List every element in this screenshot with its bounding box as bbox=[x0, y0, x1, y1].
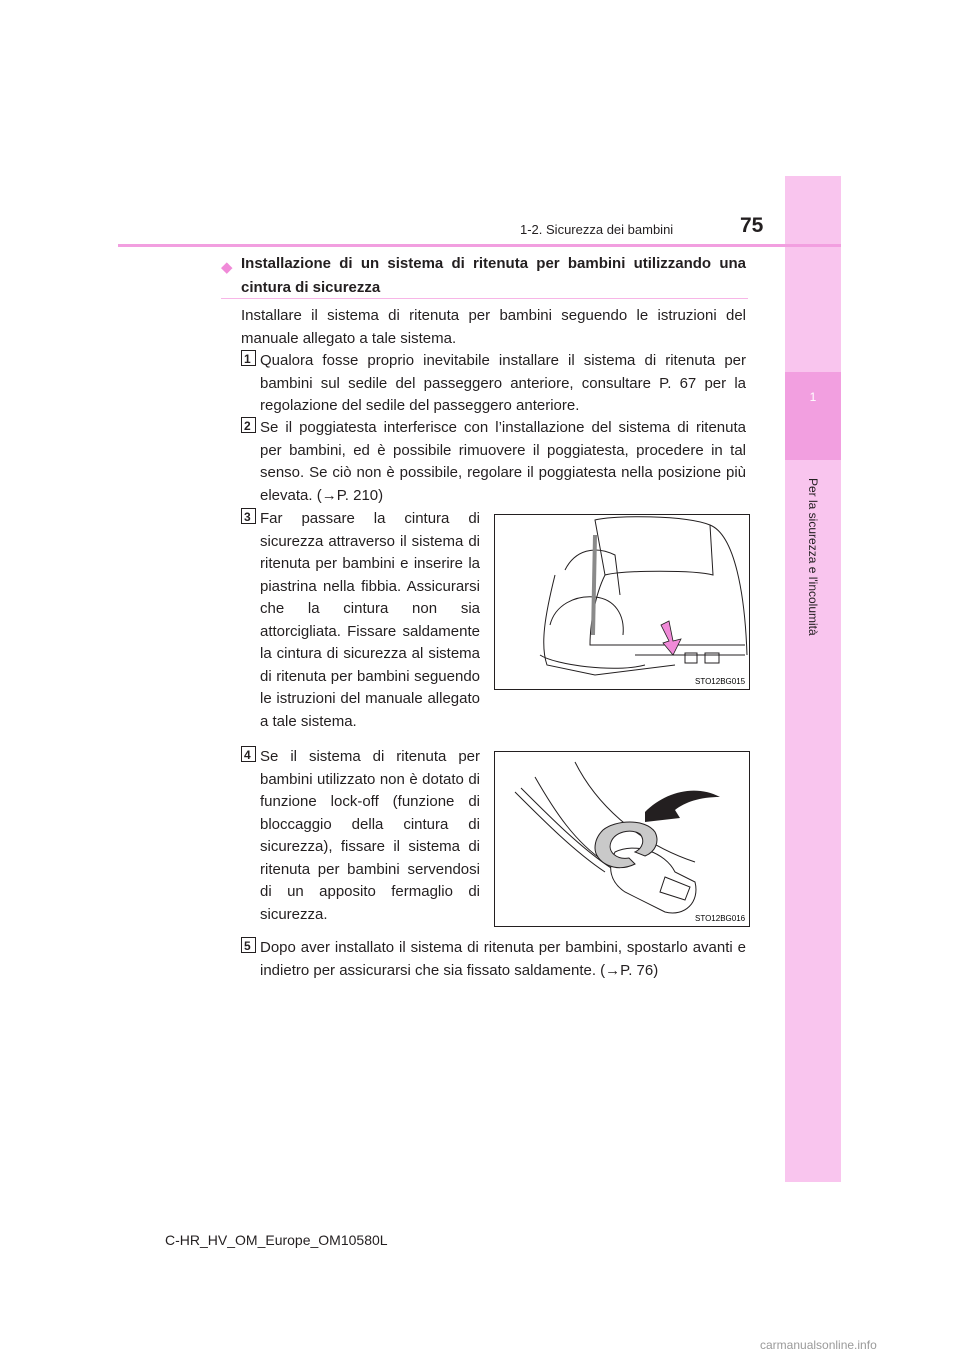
chapter-indicator bbox=[785, 372, 841, 460]
figure-child-seat-installation bbox=[494, 514, 750, 690]
section-title: 1-2. Sicurezza dei bambini bbox=[520, 222, 674, 237]
step-4-badge: 4 bbox=[241, 746, 256, 762]
figure-locking-clip bbox=[494, 751, 750, 927]
step-5-badge: 5 bbox=[241, 937, 256, 953]
step-1-badge: 1 bbox=[241, 350, 256, 366]
step-2-badge: 2 bbox=[241, 417, 256, 433]
locking-clip-illustration bbox=[495, 752, 749, 926]
step-5-text: Dopo aver installato il sistema di ritenuta per bambini, spostarlo avanti e indietro per assicurarsi che sia fissato saldamente. (→P. 76) bbox=[260, 939, 746, 979]
heading-divider bbox=[221, 298, 748, 299]
header-rule bbox=[118, 244, 841, 247]
chapter-title: Per la sicurezza e l'incolumità bbox=[806, 478, 820, 636]
watermark: carmanualsonline.info bbox=[760, 1338, 877, 1352]
step-3-badge: 3 bbox=[241, 508, 256, 524]
step-2-text: Se il poggiatesta interferisce con l’installazione del sistema di ritenuta per bambini, ed è possibile rimuovere il poggiatesta, procedere in tal senso. Se ciò non è possibile, regolare il poggiatesta nella posizione più elevata. (→P. 210) bbox=[260, 419, 746, 504]
intro-paragraph: Installare il sistema di ritenuta per bambini seguendo le istruzioni del manuale allegato a tale sistema. bbox=[241, 307, 746, 347]
pink-arrow-icon bbox=[661, 621, 681, 655]
section-heading: Installazione di un sistema di ritenuta per bambini utilizzando una cintura di sicurezza bbox=[241, 255, 746, 296]
page-number: 75 bbox=[740, 214, 764, 237]
chapter-number: 1 bbox=[809, 390, 817, 404]
child-seat-illustration bbox=[495, 515, 749, 689]
figure-code: STO12BG015 bbox=[695, 677, 746, 686]
step-3-text: Far passare la cintura di sicurezza attraverso il sistema di ritenuta per bambini e inserire la piastrina nella fibbia. Assicurarsi che la cintura non sia attorcigliata. Fissare saldamente la cintura di sicurezza al sistema di ritenuta per bambini seguendo le istruzioni del manuale allegato a tale sistema. bbox=[260, 510, 480, 730]
arrow-icon bbox=[645, 791, 720, 822]
document-code: C-HR_HV_OM_Europe_OM10580L bbox=[165, 1232, 388, 1248]
step-1-text: Qualora fosse proprio inevitabile installare il sistema di ritenuta per bambini sul sedile del passeggero anteriore, consultare P. 67 per la regolazione del sedile del passeggero anteriore. bbox=[260, 352, 746, 414]
figure-code: STO12BG016 bbox=[695, 914, 746, 923]
diamond-icon: ◆ bbox=[221, 259, 233, 276]
step-4-text: Se il sistema di ritenuta per bambini utilizzato non è dotato di funzione lock-off (funzione di bloccaggio della cintura di sicurezza), fissare il sistema di ritenuta per bambini servendosi di un apposito fermaglio di sicurezza. bbox=[260, 748, 480, 923]
